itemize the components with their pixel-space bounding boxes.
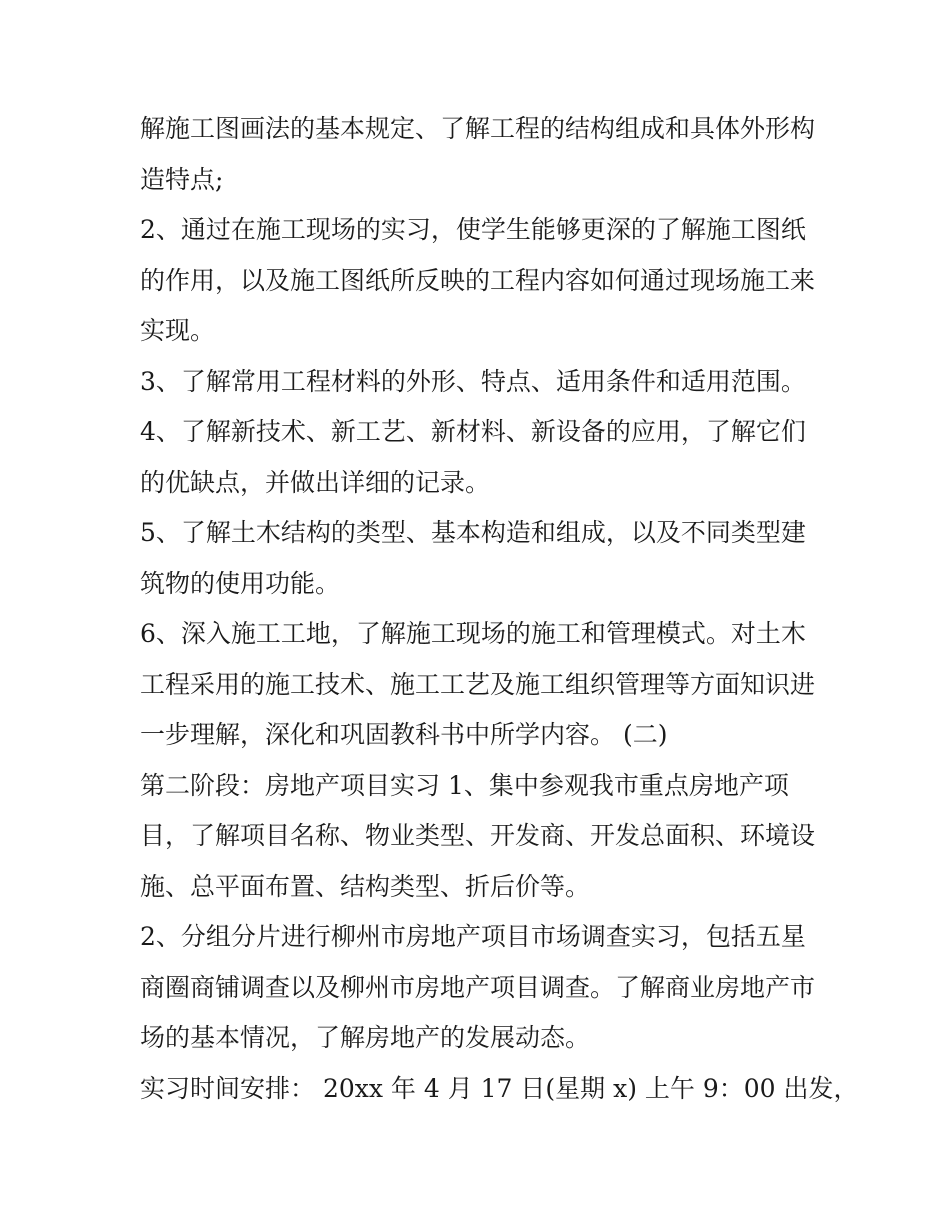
text-line: 场的基本情况，了解房地产的发展动态。: [140, 1023, 591, 1052]
text-line: 3、了解常用工程材料的外形、特点、适用条件和适用范围。: [140, 366, 806, 396]
text-line: 6、深入施工工地，了解施工现场的施工和管理模式。对土木: [140, 619, 806, 648]
text-line: 工程采用的施工技术、施工工艺及施工组织管理等方面知识进: [140, 669, 816, 699]
text-line: 目，了解项目名称、物业类型、开发商、开发总面积、环境设: [140, 821, 816, 850]
text-line: 4、了解新技术、新工艺、新材料、新设备的应用，了解它们: [140, 417, 806, 446]
text-line: 一步理解，深化和巩固教科书中所学内容。 (二): [140, 720, 668, 749]
text-line: 第二阶段：房地产项目实习 1、集中参观我市重点房地产项: [140, 770, 789, 800]
document-body: [140, 104, 859, 1114]
text-line: 2、分组分片进行柳州市房地产项目市场调查实习，包括五星: [140, 922, 806, 951]
text-line: 5、了解土木结构的类型、基本构造和组成，以及不同类型建: [140, 518, 806, 547]
text-line: 实习时间安排： 20xx 年 4 月 17 日(星期 x) 上午 9：00 出发，: [140, 1073, 859, 1103]
text-line: 2、通过在施工现场的实习，使学生能够更深的了解施工图纸: [140, 215, 806, 244]
text-line: 实现。: [140, 316, 216, 345]
text-line: 造特点;: [140, 164, 224, 194]
text-line: 商圈商铺调查以及柳州市房地产项目调查。了解商业房地产市: [140, 972, 816, 1002]
text-line: 的优缺点，并做出详细的记录。: [140, 467, 491, 497]
text-line: 施、总平面布置、结构类型、折后价等。: [140, 871, 591, 901]
text-line: 的作用，以及施工图纸所反映的工程内容如何通过现场施工来: [140, 265, 816, 295]
text-line: 筑物的使用功能。: [140, 568, 341, 598]
text-line: 解施工图画法的基本规定、了解工程的结构组成和具体外形构: [140, 114, 816, 143]
